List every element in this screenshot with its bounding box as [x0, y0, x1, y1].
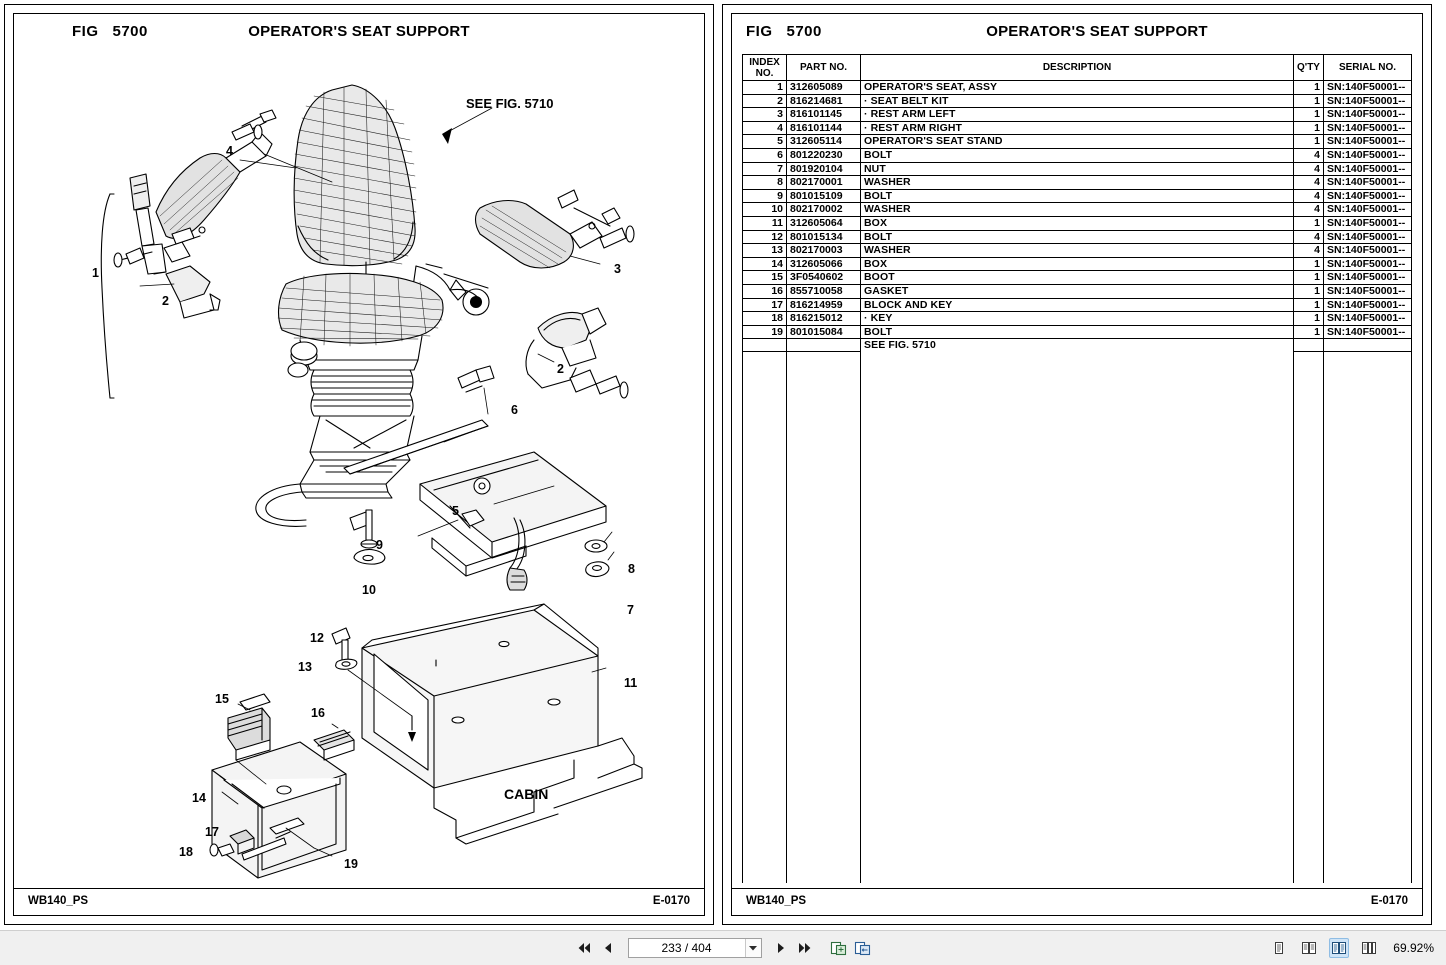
- table-row: [743, 108, 1412, 122]
- cell-desc: BOLT: [861, 230, 1294, 244]
- chevron-down-icon: [749, 945, 757, 951]
- filler-cell: [861, 352, 1294, 883]
- cell-qty: 4: [1294, 230, 1324, 244]
- table-row: [743, 135, 1412, 149]
- table-row: [743, 298, 1412, 312]
- cell-qty: 1: [1294, 271, 1324, 285]
- table-row: [743, 81, 1412, 95]
- cell-qty: 1: [1294, 298, 1324, 312]
- first-page-icon: [577, 942, 591, 954]
- table-row: [743, 271, 1412, 285]
- page-title-left: OPERATOR'S SEAT SUPPORT: [248, 23, 470, 40]
- fit-page-button[interactable]: [830, 938, 847, 958]
- chevron-left-icon: [603, 942, 613, 954]
- filler-cell: [743, 352, 787, 883]
- table-row: [743, 148, 1412, 162]
- cell-part: 802170001: [787, 176, 861, 190]
- cell-serial: SN:140F50001--: [1324, 203, 1412, 217]
- cell-part: 801015109: [787, 189, 861, 203]
- cell-qty: 1: [1294, 94, 1324, 108]
- col-description: DESCRIPTION: [861, 55, 1294, 81]
- callout-3: 3: [614, 262, 621, 276]
- table-row: [743, 312, 1412, 326]
- table-row: [743, 162, 1412, 176]
- next-page-button[interactable]: [773, 938, 790, 958]
- cell-serial: SN:140F50001--: [1324, 135, 1412, 149]
- cell-serial: SN:140F50001--: [1324, 121, 1412, 135]
- cell-desc: · SEAT BELT KIT: [861, 94, 1294, 108]
- callout-8: 8: [628, 562, 635, 576]
- cell-desc: · REST ARM LEFT: [861, 108, 1294, 122]
- table-row: [743, 244, 1412, 258]
- drawing-svg: [14, 48, 706, 899]
- cell-desc: BOLT: [861, 148, 1294, 162]
- callout-10: 10: [362, 583, 376, 597]
- cell-index: 3: [743, 108, 787, 122]
- cell-qty: 1: [1294, 257, 1324, 271]
- table-row: [743, 176, 1412, 190]
- callout-7: 7: [627, 603, 634, 617]
- col-serial-no: SERIAL NO.: [1324, 55, 1412, 81]
- table-row: [743, 121, 1412, 135]
- cell-part: 3F0540602: [787, 271, 861, 285]
- cell-desc: BOX: [861, 257, 1294, 271]
- table-row: [743, 230, 1412, 244]
- callout-17: 17: [205, 825, 219, 839]
- cell-desc: WASHER: [861, 176, 1294, 190]
- callout-19: 19: [344, 857, 358, 871]
- callout-12: 12: [310, 631, 324, 645]
- view-continuous-button[interactable]: [1359, 938, 1379, 958]
- footer-code-left: E-0170: [652, 895, 690, 907]
- parts-table-wrap: [742, 54, 1412, 883]
- callout-15: 15: [215, 692, 229, 706]
- figure-label-right: FIG 5700: [746, 23, 822, 40]
- page-left-frame: [13, 13, 705, 916]
- cell-serial: SN:140F50001--: [1324, 189, 1412, 203]
- parts-table-body: [743, 81, 1412, 884]
- cell-qty: 1: [1294, 81, 1324, 95]
- cell-index: 8: [743, 176, 787, 190]
- page-dropdown-button[interactable]: [745, 939, 761, 957]
- cell-qty: 1: [1294, 216, 1324, 230]
- cell-qty: 1: [1294, 135, 1324, 149]
- cell-qty: 4: [1294, 148, 1324, 162]
- table-row: [743, 216, 1412, 230]
- cell-part: 312605114: [787, 135, 861, 149]
- cell-desc: OPERATOR'S SEAT STAND: [861, 135, 1294, 149]
- cell-part: 816101145: [787, 108, 861, 122]
- table-row: [743, 325, 1412, 339]
- cell-qty: [1294, 339, 1324, 352]
- cell-serial: SN:140F50001--: [1324, 230, 1412, 244]
- cell-qty: 4: [1294, 176, 1324, 190]
- cell-serial: SN:140F50001--: [1324, 176, 1412, 190]
- fit-width-button[interactable]: [854, 938, 871, 958]
- footer-rule-left: [14, 888, 704, 889]
- table-row: [743, 189, 1412, 203]
- callout-4: 4: [226, 144, 233, 158]
- callout-13: 13: [298, 660, 312, 674]
- cell-serial: SN:140F50001--: [1324, 162, 1412, 176]
- parts-table: [742, 54, 1412, 883]
- fit-width-icon: [854, 941, 871, 956]
- cell-part: 801920104: [787, 162, 861, 176]
- cell-part: 802170002: [787, 203, 861, 217]
- cell-desc: BOLT: [861, 189, 1294, 203]
- table-filler-row: [743, 352, 1412, 883]
- cell-desc: OPERATOR'S SEAT, ASSY: [861, 81, 1294, 95]
- page-right-parts-list[interactable]: [722, 4, 1432, 925]
- cell-part: 816215012: [787, 312, 861, 326]
- cell-serial: SN:140F50001--: [1324, 216, 1412, 230]
- cell-desc: BOX: [861, 216, 1294, 230]
- cell-part: [787, 339, 861, 352]
- figure-label-left: FIG 5700: [72, 23, 148, 40]
- cell-part: 802170003: [787, 244, 861, 258]
- callout-14: 14: [192, 791, 206, 805]
- cell-qty: 1: [1294, 312, 1324, 326]
- cell-index: 13: [743, 244, 787, 258]
- cell-serial: SN:140F50001--: [1324, 298, 1412, 312]
- previous-page-button[interactable]: [600, 938, 617, 958]
- table-row: [743, 203, 1412, 217]
- cell-serial: SN:140F50001--: [1324, 108, 1412, 122]
- cell-qty: 1: [1294, 108, 1324, 122]
- cell-index: [743, 339, 787, 352]
- view-single-page-button[interactable]: [1269, 938, 1289, 958]
- cell-qty: 4: [1294, 162, 1324, 176]
- callout-9: 9: [376, 538, 383, 552]
- page-right-header: [732, 14, 1422, 48]
- callout-5: 5: [452, 504, 459, 518]
- cell-index: 2: [743, 94, 787, 108]
- cell-serial: [1324, 339, 1412, 352]
- cell-index: 15: [743, 271, 787, 285]
- cell-index: 11: [743, 216, 787, 230]
- cell-part: 801015084: [787, 325, 861, 339]
- cell-index: 10: [743, 203, 787, 217]
- filler-cell: [1294, 352, 1324, 883]
- cell-serial: SN:140F50001--: [1324, 312, 1412, 326]
- continuous-view-icon: [1361, 941, 1377, 955]
- cell-qty: 4: [1294, 203, 1324, 217]
- page-number-field[interactable]: [628, 938, 762, 958]
- callout-2b: 2: [557, 362, 564, 376]
- toolbar-view-modes: [1269, 931, 1434, 965]
- cell-index: 4: [743, 121, 787, 135]
- table-row: [743, 284, 1412, 298]
- cell-serial: SN:140F50001--: [1324, 81, 1412, 95]
- col-index-no: INDEX NO.: [743, 55, 787, 81]
- cell-index: 17: [743, 298, 787, 312]
- cell-index: 7: [743, 162, 787, 176]
- cell-index: 9: [743, 189, 787, 203]
- viewer-toolbar: [0, 930, 1446, 965]
- view-two-page-facing-button[interactable]: [1329, 938, 1349, 958]
- col-part-no: PART NO.: [787, 55, 861, 81]
- callout-2a: 2: [162, 294, 169, 308]
- cell-qty: 1: [1294, 325, 1324, 339]
- table-row: [743, 257, 1412, 271]
- cell-desc: GASKET: [861, 284, 1294, 298]
- cell-desc: WASHER: [861, 203, 1294, 217]
- cell-part: 855710058: [787, 284, 861, 298]
- table-row: [743, 94, 1412, 108]
- cell-part: 816214959: [787, 298, 861, 312]
- cell-part: 312605064: [787, 216, 861, 230]
- page-left-header: [14, 14, 704, 48]
- chevron-right-icon: [776, 942, 786, 954]
- footer-model-left: WB140_PS: [28, 895, 89, 907]
- cell-desc: · REST ARM RIGHT: [861, 121, 1294, 135]
- page-title-right: OPERATOR'S SEAT SUPPORT: [986, 23, 1208, 40]
- cell-serial: SN:140F50001--: [1324, 271, 1412, 285]
- exploded-view-drawing: [14, 48, 704, 887]
- cell-serial: SN:140F50001--: [1324, 94, 1412, 108]
- page-number-input[interactable]: [629, 939, 745, 957]
- callout-11: 11: [624, 676, 638, 690]
- page-right-frame: [731, 13, 1423, 916]
- cell-qty: 1: [1294, 284, 1324, 298]
- cell-desc: · KEY: [861, 312, 1294, 326]
- callout-1: 1: [92, 266, 99, 280]
- col-qty: Q'TY: [1294, 55, 1324, 81]
- cell-index: 16: [743, 284, 787, 298]
- footer-model-right: WB140_PS: [746, 895, 807, 907]
- view-two-page-button[interactable]: [1299, 938, 1319, 958]
- fit-page-icon: [830, 941, 847, 956]
- cell-serial: SN:140F50001--: [1324, 325, 1412, 339]
- cell-index: 1: [743, 81, 787, 95]
- cell-desc: NUT: [861, 162, 1294, 176]
- cell-index: 5: [743, 135, 787, 149]
- cell-qty: 4: [1294, 244, 1324, 258]
- cell-index: 19: [743, 325, 787, 339]
- cell-index: 18: [743, 312, 787, 326]
- first-page-button[interactable]: [576, 938, 593, 958]
- cell-part: 312605066: [787, 257, 861, 271]
- last-page-button[interactable]: [797, 938, 814, 958]
- cell-desc-see-fig: SEE FIG. 5710: [861, 339, 1294, 352]
- cell-part: 312605089: [787, 81, 861, 95]
- cell-desc: BOLT: [861, 325, 1294, 339]
- cell-serial: SN:140F50001--: [1324, 284, 1412, 298]
- cell-desc: WASHER: [861, 244, 1294, 258]
- two-page-facing-icon: [1331, 941, 1347, 955]
- cell-qty: 1: [1294, 121, 1324, 135]
- cell-part: 801015134: [787, 230, 861, 244]
- cell-part: 801220230: [787, 148, 861, 162]
- callout-6: 6: [511, 403, 518, 417]
- callout-18: 18: [179, 845, 193, 859]
- cell-desc: BLOCK AND KEY: [861, 298, 1294, 312]
- footer-rule-right: [732, 888, 1422, 889]
- toolbar-navigation-group: [0, 931, 1446, 965]
- cell-serial: SN:140F50001--: [1324, 244, 1412, 258]
- footer-code-right: E-0170: [1370, 895, 1408, 907]
- table-header-row: [743, 55, 1412, 81]
- cell-index: 14: [743, 257, 787, 271]
- cell-index: 12: [743, 230, 787, 244]
- cell-serial: SN:140F50001--: [1324, 257, 1412, 271]
- cell-qty: 4: [1294, 189, 1324, 203]
- filler-cell: [787, 352, 861, 883]
- callout-16: 16: [311, 706, 325, 720]
- table-row: [743, 339, 1412, 352]
- annotation-cabin: CABIN: [504, 786, 549, 802]
- two-page-icon: [1301, 941, 1317, 955]
- cell-serial: SN:140F50001--: [1324, 148, 1412, 162]
- page-left-drawing[interactable]: [4, 4, 714, 925]
- last-page-icon: [798, 942, 812, 954]
- zoom-level-label: 69.92%: [1393, 941, 1434, 955]
- annotation-see-fig-5710: SEE FIG. 5710: [466, 96, 554, 111]
- filler-cell: [1324, 352, 1412, 883]
- cell-part: 816101144: [787, 121, 861, 135]
- cell-desc: BOOT: [861, 271, 1294, 285]
- single-page-icon: [1271, 941, 1287, 955]
- cell-index: 6: [743, 148, 787, 162]
- cell-part: 816214681: [787, 94, 861, 108]
